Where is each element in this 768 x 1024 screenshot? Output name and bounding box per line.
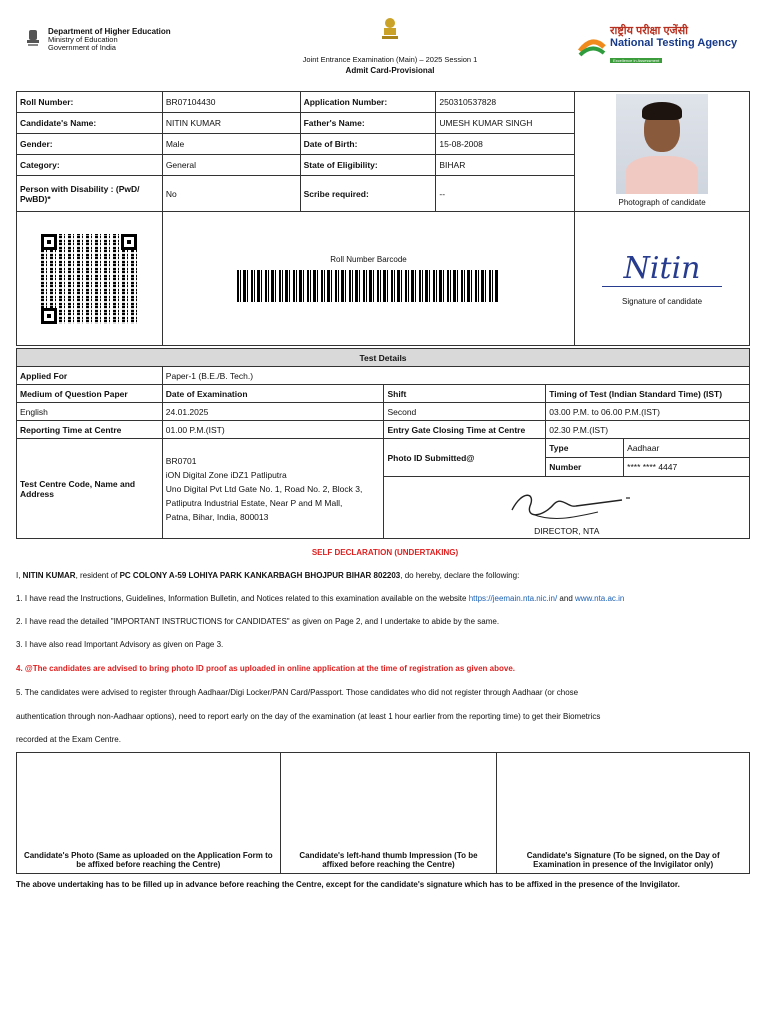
shift-label: Shift bbox=[384, 385, 546, 403]
centre-line: iON Digital Zone iDZ1 Patliputra bbox=[165, 469, 287, 480]
id-type-label: Type bbox=[546, 439, 624, 458]
category-value: General bbox=[162, 155, 300, 176]
medium-label: Medium of Question Paper bbox=[17, 385, 163, 403]
jeemain-link[interactable]: https://jeemain.nta.nic.in/ bbox=[468, 594, 558, 603]
pwd-value: No bbox=[162, 176, 300, 212]
centre-line: Uno Digital Pvt Ltd Gate No. 1, Road No. 2, Block 3, bbox=[165, 483, 363, 494]
dept-line2: Ministry of Education bbox=[48, 35, 118, 44]
reporting-value: 01.00 P.M.(IST) bbox=[162, 421, 384, 439]
father-label: Father's Name: bbox=[300, 113, 436, 134]
declarant-address: PC COLONY A-59 LOHIYA PARK KANKARBAGH BHOJPUR BIHAR 802203 bbox=[119, 571, 401, 580]
and-text: and bbox=[557, 594, 575, 603]
roll-barcode-icon bbox=[237, 270, 499, 302]
photo-caption: Photograph of candidate bbox=[618, 198, 706, 207]
timing-value: 03.00 P.M. to 06.00 P.M.(IST) bbox=[546, 403, 750, 421]
id-number-value: **** **** 4447 bbox=[624, 458, 750, 477]
signature-cell bbox=[575, 212, 750, 346]
test-details-title: Test Details bbox=[17, 349, 750, 367]
state-value: BIHAR bbox=[436, 155, 575, 176]
declaration-point-3: 3. I have also read Important Advisory as given on Page 3. bbox=[16, 640, 224, 649]
nta-hindi-name: राष्ट्रीय परीक्षा एजेंसी bbox=[610, 25, 688, 37]
director-signature-cell bbox=[384, 477, 750, 539]
declarant-name: NITIN KUMAR bbox=[22, 571, 76, 580]
id-type-value: Aadhaar bbox=[624, 439, 750, 458]
centre-address bbox=[162, 439, 384, 539]
photo-id-label: Photo ID Submitted@ bbox=[384, 439, 546, 477]
thumb-impression-box: Candidate's left-hand thumb Impression (To be affixed before reaching the Centre) bbox=[280, 753, 497, 874]
dept-line3: Government of India bbox=[48, 43, 116, 52]
footer-note: The above undertaking has to be filled up in advance before reaching the Centre, except for the candidate's signature which has to be affixed in the presence of the Invigilator. bbox=[16, 880, 680, 889]
gender-value: Male bbox=[162, 134, 300, 155]
candidate-photo bbox=[616, 94, 708, 194]
name-value: NITIN KUMAR bbox=[162, 113, 300, 134]
dob-label: Date of Birth: bbox=[300, 134, 436, 155]
pwd-label: Person with Disability : (PwD/ PwBD)* bbox=[17, 176, 163, 212]
exam-date-label: Date of Examination bbox=[162, 385, 384, 403]
nta-logo-block bbox=[578, 26, 737, 67]
medium-value: English bbox=[17, 403, 163, 421]
nta-english-name: National Testing Agency bbox=[610, 37, 738, 49]
id-number-label: Number bbox=[546, 458, 624, 477]
candidate-signature: Nitin bbox=[623, 251, 701, 286]
application-value: 250310537828 bbox=[436, 92, 575, 113]
father-value: UMESH KUMAR SINGH bbox=[436, 113, 575, 134]
gender-label: Gender: bbox=[17, 134, 163, 155]
scribe-label: Scribe required: bbox=[300, 176, 436, 212]
exam-date-value: 24.01.2025 bbox=[162, 403, 384, 421]
applied-label: Applied For bbox=[17, 367, 163, 385]
declaration-point-2: 2. I have read the detailed "IMPORTANT INSTRUCTIONS for CANDIDATES" as given on Page 2, and I undertake to abide by the same. bbox=[16, 617, 500, 626]
centre-line: Patliputra Industrial Estate, Near P and M Mall, bbox=[165, 497, 343, 508]
roll-label: Roll Number: bbox=[17, 92, 163, 113]
centre-line: Patna, Bihar, India, 800013 bbox=[165, 511, 269, 522]
timing-label: Timing of Test (Indian Standard Time) (IST) bbox=[546, 385, 750, 403]
name-label: Candidate's Name: bbox=[17, 113, 163, 134]
application-label: Application Number: bbox=[300, 92, 436, 113]
photo-affix-box: Candidate's Photo (Same as uploaded on the Application Form to be affixed before reaching the Centre) bbox=[17, 753, 281, 874]
centre-line: BR0701 bbox=[165, 455, 197, 466]
national-emblem-icon bbox=[24, 28, 42, 48]
state-label: State of Eligibility: bbox=[300, 155, 436, 176]
declaration-point-5-line3: recorded at the Exam Centre. bbox=[16, 735, 121, 744]
intro-text: , resident of bbox=[75, 571, 120, 580]
point-1-text: 1. I have read the Instructions, Guidelines, Information Bulletin, and Notices related to this examination available on the website bbox=[16, 594, 469, 603]
director-label: DIRECTOR, NTA bbox=[534, 526, 600, 536]
declaration-point-1 bbox=[16, 594, 754, 603]
signature-caption: Signature of candidate bbox=[622, 297, 703, 306]
shift-value: Second bbox=[384, 403, 546, 421]
declaration-point-5-line2: authentication through non-Aadhaar options), need to report early on the day of the examination (at least 1 hour earlier from the reporting time) to get their Biometrics bbox=[16, 712, 601, 721]
candidate-signature-box: Candidate's Signature (To be signed, on the Day of Examination in presence of the Invigilator only) bbox=[497, 753, 750, 874]
roll-value: BR07104430 bbox=[162, 92, 300, 113]
barcode-cell bbox=[162, 212, 574, 346]
photo-cell bbox=[575, 92, 750, 212]
nta-logo-icon bbox=[578, 37, 606, 57]
dept-line1: Department of Higher Education bbox=[48, 27, 171, 36]
applied-value: Paper-1 (B.E./B. Tech.) bbox=[162, 367, 749, 385]
dob-value: 15-08-2008 bbox=[436, 134, 575, 155]
intro-text: I, bbox=[16, 571, 23, 580]
test-details-table bbox=[16, 348, 750, 539]
nta-tagline: Excellence in Assessment bbox=[610, 58, 662, 63]
gate-closing-label: Entry Gate Closing Time at Centre bbox=[384, 421, 546, 439]
category-label: Category: bbox=[17, 155, 163, 176]
centre-label: Test Centre Code, Name and Address bbox=[17, 439, 163, 539]
director-signature-icon bbox=[502, 488, 632, 524]
scribe-value: -- bbox=[436, 176, 575, 212]
declaration-point-4: 4. @The candidates are advised to bring photo ID proof as uploaded in online application at the time of registration as given above. bbox=[16, 664, 515, 673]
exam-title: Joint Entrance Examination (Main) – 2025 Session 1 bbox=[302, 55, 478, 64]
ministry-header bbox=[24, 28, 171, 52]
qr-cell bbox=[17, 212, 163, 346]
intro-text: , do hereby, declare the following: bbox=[400, 571, 520, 580]
declaration-intro bbox=[16, 571, 754, 580]
reporting-label: Reporting Time at Centre bbox=[17, 421, 163, 439]
affix-boxes-table bbox=[16, 752, 750, 874]
admit-card-title: Admit Card-Provisional bbox=[345, 66, 435, 75]
declaration-point-5-line1: 5. The candidates were advised to register through Aadhaar/Digi Locker/PAN Card/Passport. Those candidates who did not register through Aadhaar (or chose bbox=[16, 688, 579, 697]
gate-closing-value: 02.30 P.M.(IST) bbox=[546, 421, 750, 439]
qr-code-icon bbox=[41, 234, 137, 324]
nta-link[interactable]: www.nta.ac.in bbox=[575, 594, 625, 603]
exam-header bbox=[230, 16, 550, 75]
candidate-details-table bbox=[16, 91, 750, 346]
declaration-title: SELF DECLARATION (UNDERTAKING) bbox=[311, 548, 459, 557]
national-emblem-icon bbox=[379, 16, 401, 42]
barcode-label: Roll Number Barcode bbox=[330, 255, 407, 264]
